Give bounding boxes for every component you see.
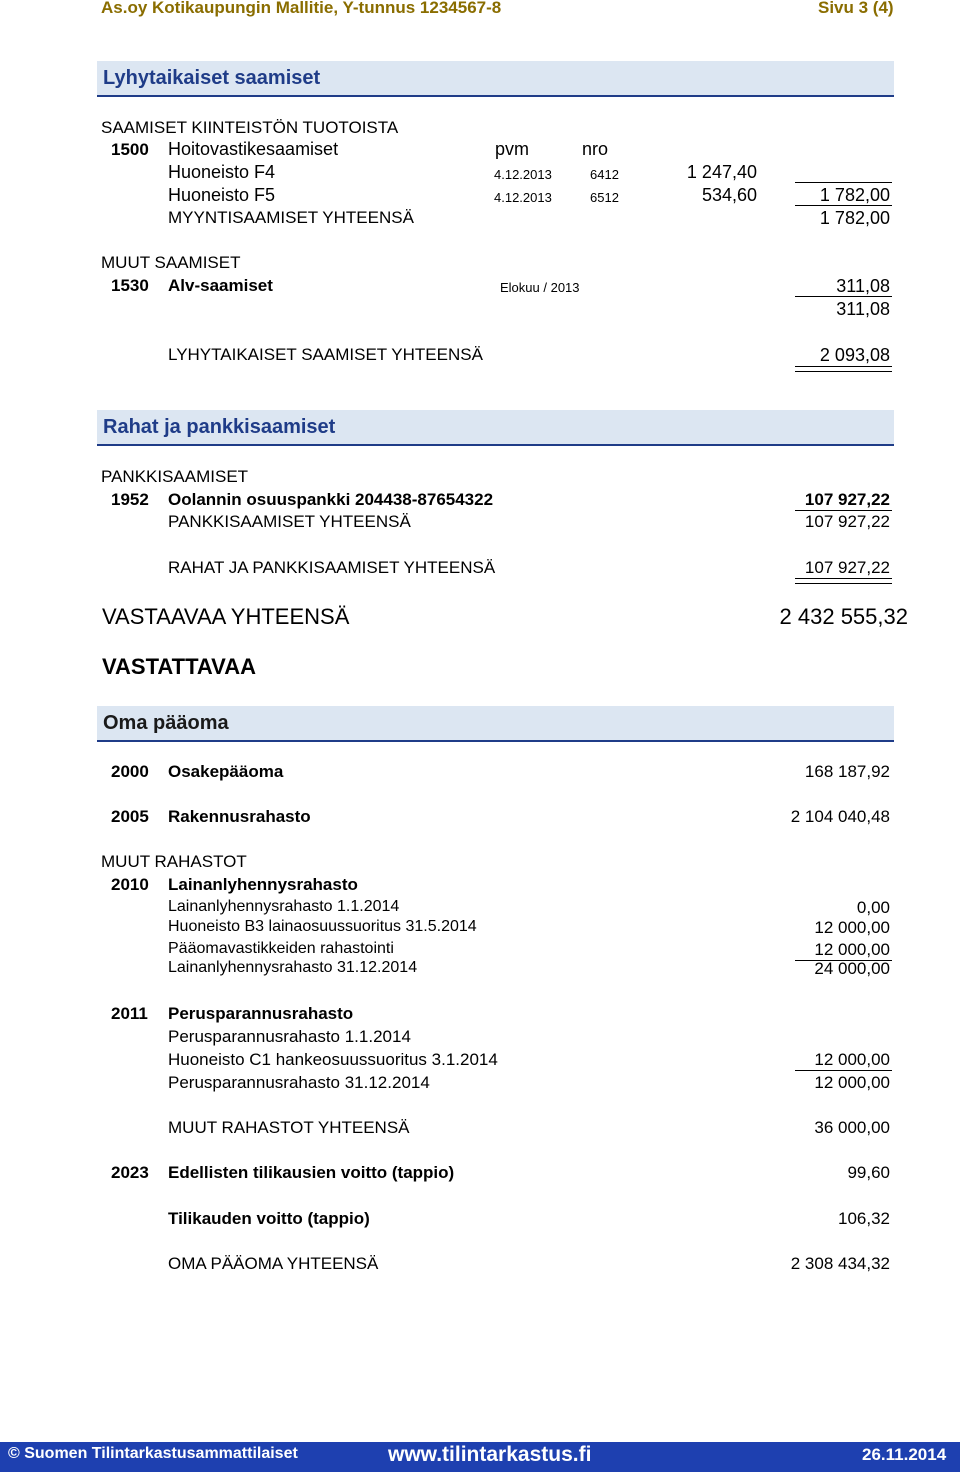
account-amount: 107 927,22: [804, 490, 890, 509]
row-amount: 534,60: [701, 185, 757, 205]
row-label: Huoneisto F5: [168, 185, 276, 205]
section-title: Lyhytaikaiset saamiset: [103, 67, 321, 89]
account-amount: 99,60: [847, 1163, 890, 1182]
company-title: As.oy Kotikaupungin Mallitie, Y-tunnus 1234567-8: [101, 0, 502, 17]
account-number: 1530: [111, 276, 149, 295]
fund-row-amount: 12 000,00: [814, 1073, 890, 1092]
short-receivables-total: 2 093,08: [819, 345, 890, 365]
equity-total: 2 308 434,32: [790, 1254, 890, 1273]
fund-row-amount: 12 000,00: [814, 918, 890, 937]
row-label: Huoneisto F4: [168, 162, 276, 182]
fund-row-amount: 24 000,00: [814, 959, 890, 978]
account-number: 1952: [111, 490, 149, 509]
account-number: 2011: [111, 1004, 148, 1023]
account-name: Lainanlyhennysrahasto: [168, 875, 358, 894]
double-underline: [795, 578, 892, 584]
total-rule: [795, 205, 892, 206]
fund-row-label: Lainanlyhennysrahasto 1.1.2014: [168, 898, 400, 915]
row-date: 4.12.2013: [494, 190, 552, 205]
footer-date: 26.11.2014: [862, 1445, 947, 1464]
double-underline: [795, 366, 892, 372]
fund-row-label: Perusparannusrahasto 31.12.2014: [168, 1073, 430, 1092]
account-name: Perusparannusrahasto: [168, 1004, 354, 1023]
period-result-amount: 106,32: [838, 1209, 890, 1228]
fund-row-amount: 0,00: [856, 898, 890, 917]
row-amount: 1 247,40: [686, 162, 757, 182]
page-footer: [0, 1442, 960, 1472]
property-income-heading: SAAMISET KIINTEISTÖN TUOTOISTA: [101, 118, 399, 137]
other-funds-total: 36 000,00: [814, 1118, 890, 1137]
assets-total: 2 432 555,32: [779, 604, 908, 629]
fund-row-amount: 12 000,00: [814, 1050, 890, 1069]
section-cash: [97, 410, 894, 446]
fund-row-label: Huoneisto B3 lainaosuussuoritus 31.5.2014: [168, 918, 477, 935]
footer-organization: © Suomen Tilintarkastusammattilaiset: [8, 1445, 298, 1462]
account-name: Osakepääoma: [168, 762, 284, 781]
other-receivables-heading: MUUT SAAMISET: [101, 253, 241, 272]
account-amount: 168 187,92: [804, 762, 890, 781]
fund-row-label: Lainanlyhennysrahasto 31.12.2014: [168, 959, 418, 976]
short-receivables-total-label: LYHYTAIKAISET SAAMISET YHTEENSÄ: [168, 345, 483, 364]
cash-total-label: RAHAT JA PANKKISAAMISET YHTEENSÄ: [168, 558, 496, 577]
row-nro: 6412: [590, 167, 619, 182]
account-name: Oolannin osuuspankki 204438-87654322: [168, 490, 494, 509]
section-title: Rahat ja pankkisaamiset: [103, 416, 336, 438]
account-name: Alv-saamiset: [168, 276, 273, 295]
total-rule: [795, 510, 892, 511]
account-number: 2023: [111, 1163, 149, 1182]
liabilities-heading: VASTATTAVAA: [102, 654, 256, 679]
account-number: 2000: [111, 762, 149, 781]
row-date: 4.12.2013: [494, 167, 552, 182]
section-equity: [97, 706, 894, 742]
account-name: Hoitovastikesaamiset: [168, 139, 339, 159]
fund-row-label: Pääomavastikkeiden rahastointi: [168, 940, 394, 957]
account-amount: 311,08: [836, 276, 890, 296]
page-header: [0, 0, 960, 18]
subtotal-rule: [795, 296, 892, 297]
sales-total: 1 782,00: [819, 208, 890, 228]
row-total: 1 782,00: [819, 185, 890, 205]
account-number: 2005: [111, 807, 149, 826]
other-receivables-total: 311,08: [836, 299, 890, 319]
fund-row-amount: 12 000,00: [814, 940, 890, 959]
account-period: Elokuu / 2013: [500, 280, 580, 295]
row-nro: 6512: [590, 190, 619, 205]
account-number: 1500: [111, 140, 149, 159]
bank-heading: PANKKISAAMISET: [101, 467, 249, 486]
account-name: Rakennusrahasto: [168, 807, 311, 826]
column-header-nro: nro: [582, 139, 609, 159]
section-short-receivables: [97, 61, 894, 97]
fund-row-label: Perusparannusrahasto 1.1.2014: [168, 1027, 411, 1046]
footer-url[interactable]: www.tilintarkastus.fi: [388, 1443, 592, 1466]
column-header-pvm: pvm: [495, 139, 530, 159]
other-funds-total-label: MUUT RAHASTOT YHTEENSÄ: [168, 1118, 410, 1137]
bank-total: 107 927,22: [804, 512, 890, 531]
fund-row-label: Huoneisto C1 hankeosuussuoritus 3.1.2014: [168, 1050, 498, 1069]
subtotal-rule: [795, 182, 892, 183]
sales-total-label: MYYNTISAAMISET YHTEENSÄ: [168, 208, 414, 227]
subtotal-rule: [795, 1070, 892, 1071]
period-result-label: Tilikauden voitto (tappio): [168, 1209, 370, 1228]
section-title: Oma pääoma: [103, 712, 229, 734]
equity-total-label: OMA PÄÄOMA YHTEENSÄ: [168, 1254, 379, 1273]
account-amount: 2 104 040,48: [790, 807, 890, 826]
account-name: Edellisten tilikausien voitto (tappio): [168, 1163, 455, 1182]
assets-total-label: VASTAAVAA YHTEENSÄ: [102, 604, 350, 629]
account-number: 2010: [111, 875, 149, 894]
bank-total-label: PANKKISAAMISET YHTEENSÄ: [168, 512, 411, 531]
other-funds-heading: MUUT RAHASTOT: [101, 852, 247, 871]
page-number: Sivu 3 (4): [818, 0, 894, 17]
cash-total: 107 927,22: [804, 558, 890, 577]
